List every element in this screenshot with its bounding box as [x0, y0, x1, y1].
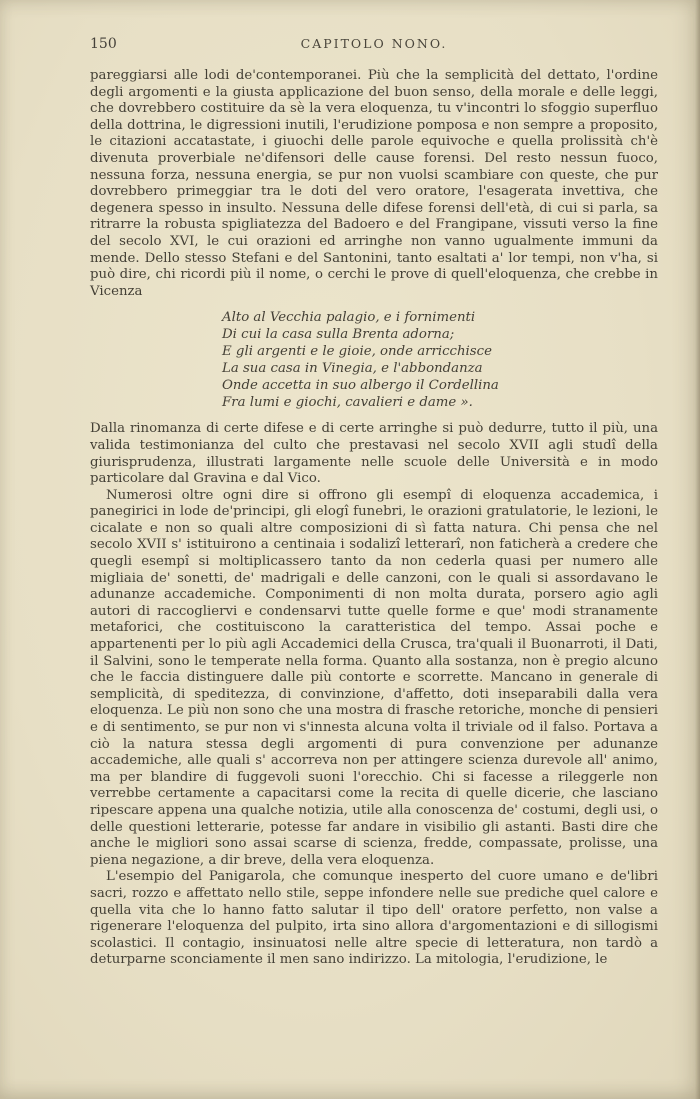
- paragraph: Numerosi oltre ogni dire si offrono gli esempî di eloquenza accademica, i panegirici in lode de'principi, gli elogî funebri, le orazioni gratulatorie, le lezioni, le cicalate e non so quali altre composizioni di sì fatta natura. Chi pensa che nel secolo XVII s' istituirono a centinaia i sodalizî letterarî, non faticherà a credere che quegli esempî si moltiplicassero tanto da non cederla quasi per numero alle migliaia de' sonetti, de' madrigali e delle canzoni, con le quali si assordavano le adunanze accademiche. Componimenti di non molta durata, porsero agio agli autori di raccogliervi e condensarvi tutte quelle forme e que' modi stranamente metaforici, che costituiscono la caratteristica del tempo. Assai poche e appartenenti per lo più agli Accademici della Crusca, tra'quali il Buonarroti, il Dati, il Salvini, sono le temperate nella forma. Quanto alla sostanza, non è pregio alcuno che le faccia distinguere dalle più contorte e scorrette. Mancano in generale di semplicità, di speditezza, di convinzione, d'affetto, doti inseparabili dalla vera eloquenza. Le più non sono che una mostra di frasche retoriche, monche di pensieri e di sentimento, se pur non vi s'innesta alcuna volta il triviale od il falso. Portava a ciò la natura stessa degli argomenti di pura convenzione per adunanze accademiche, alle quali s' accorreva non per attingere scienza durevole all' animo, ma per blandire di fuggevoli suoni l'orecchio. Chi si facesse a rileggerle non verrebbe certamente a capacitarsi come la recita di quelle dicerie, che lasciano ripescare appena una qualche notizia, utile alla conoscenza de' costumi, degli usi, o delle questioni letterarie, potesse far andare in visibilio gli astanti. Basti dire che anche le migliori sono assai scarse di scienza, fredde, compassate, prolisse, una piena negazione, a dir breve, della vera eloquenza.: [90, 487, 658, 868]
- verse-line: Di cui la casa sulla Brenta adorna;: [222, 327, 455, 343]
- paragraph: L'esempio del Panigarola, che comunque inesperto del cuore umano e de'libri sacri, rozzo e affettato nello stile, seppe infondere nelle sue prediche quel calore e quella vita che lo hanno fatto salutar il tipo dell' oratore perfetto, non valse a rigenerare l'eloquenza del pulpito, irta sino allora d'argomentazioni e di sillogismi scolastici. Il contagio, insinuatosi nelle altre specie di letteratura, non tardò a deturparne sconciamente il men sano indirizzo. La mitologia, l'erudizione, le: [90, 869, 658, 968]
- verse-line: La sua casa in Vinegia, e l'abbondanza: [222, 361, 483, 377]
- paragraph: pareggiarsi alle lodi de'contemporanei. Più che la semplicità del dettato, l'ordine degli argomenti e la giusta applicazione del buon senso, della morale e delle leggi, che dovrebbero costituire da sè la vera eloquenza, tu v'incontri lo sfoggio superfluo della dottrina, le digressioni inutili, l'erudizione pomposa e non sempre a proposito, le citazioni accatastate, i giuochi delle parole equivoche e quella prolissità ch'è divenuta proverbiale ne'difensori delle cause forensi. Del resto nessun fuoco, nessuna forza, nessuna energia, se pur non vuolsi scambiare con queste, che pur dovrebbero primeggiar tra le doti del vero oratore, l'esagerata invettiva, che degenera spesso in insulto. Nessuna delle difese forensi dell'età, di cui si parla, sa ritrarre la robusta spigliatezza del Badoero e del Frangipane, vissuti verso la fine del secolo XVI, le cui orazioni ed arringhe non vanno ugualmente immuni da mende. Dello stesso Stefani e del Santonini, tanto esaltati a' lor tempi, non v'ha, si può dire, chi ricordi più il nome, o cerchi le prove di quell'eloquenza, che crebbe in Vicenza: [90, 68, 658, 299]
- verse-line: Onde accetta in suo albergo il Cordellina: [222, 378, 499, 394]
- verse-line: Fra lumi e giochi, cavalieri e dame ».: [222, 395, 473, 411]
- page-edge-shadow: [695, 0, 700, 1099]
- running-title: CAPITOLO NONO.: [300, 36, 448, 51]
- verse-line: Alto al Vecchia palagio, e i fornimenti: [222, 310, 476, 326]
- page-header: [90, 36, 658, 52]
- page-number: 150: [90, 36, 117, 52]
- verse-line: E gli argenti e le gioie, onde arricchisce: [222, 344, 492, 360]
- paragraph: Dalla rinomanza di certe difese e di certe arringhe si può dedurre, tutto il più, una valida testimonianza del culto che prestavasi nel secolo XVII agli studî della giurisprudenza, illustrati largamente nelle scuole delle Università e in modo particolare dal Gravina e dal Vico.: [90, 421, 658, 487]
- body-text: [90, 68, 658, 969]
- verse-block: [222, 309, 658, 411]
